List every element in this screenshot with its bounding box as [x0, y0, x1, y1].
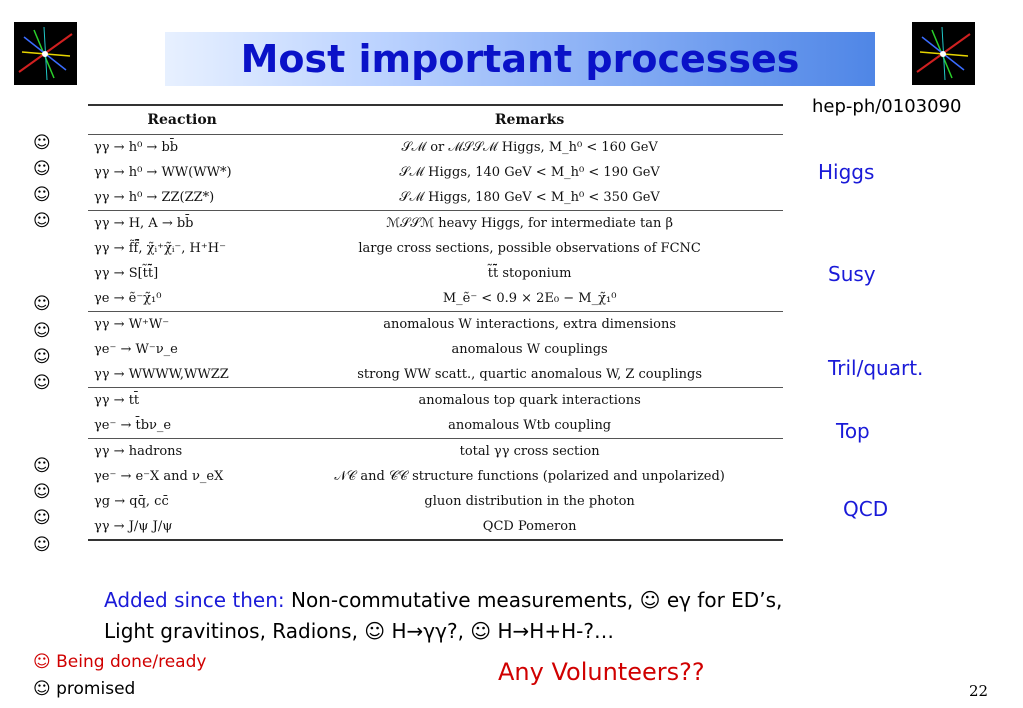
- category-qcd: QCD: [843, 497, 889, 521]
- smiley-icon: ☺: [33, 456, 51, 476]
- table-row: [88, 514, 783, 540]
- table-row: [88, 236, 783, 261]
- reaction-cell: γγ → W⁺W⁻: [88, 312, 276, 338]
- table-row: [88, 413, 783, 439]
- added-line2: Light gravitinos, Radions, ☺ H→γγ?, ☺ H→H+H-?…: [104, 619, 614, 643]
- smiley-icon: ☺: [33, 133, 51, 153]
- reaction-cell: γe⁻ → W⁻ν_e: [94, 342, 178, 357]
- table-row: [88, 211, 783, 237]
- added-lead: Added since then:: [104, 588, 285, 612]
- table-row: [88, 439, 783, 465]
- reaction-cell: γe⁻ → t̄bν_e: [94, 418, 172, 433]
- table-row: [88, 185, 783, 211]
- smiley-icon: ☺: [33, 373, 51, 393]
- table-row: [88, 362, 783, 388]
- event-display-logo-left: [14, 22, 77, 85]
- table-row: [88, 312, 783, 338]
- added-since-then: [104, 585, 984, 647]
- remark-cell: ℳ𝒮𝒮ℳ heavy Higgs, for intermediate tan β: [276, 211, 783, 237]
- header-remarks: Remarks: [494, 112, 565, 128]
- remark-cell: gluon distribution in the photon: [424, 494, 635, 509]
- remark-cell: M_ẽ⁻ < 0.9 × 2E₀ − M_χ̃₁⁰: [442, 291, 617, 306]
- header-reaction: Reaction: [147, 112, 217, 128]
- category-higgs: Higgs: [818, 160, 875, 184]
- smiley-icon: ☺: [33, 321, 51, 341]
- table-header-row: [88, 105, 783, 135]
- remark-cell: 𝒮ℳ Higgs, 140 GeV < M_h⁰ < 190 GeV: [399, 165, 660, 180]
- smiley-icon: ☺: [33, 185, 51, 205]
- smiley-icon: ☺: [33, 347, 51, 367]
- category-tril-quart: Tril/quart.: [828, 356, 924, 380]
- category-top: Top: [836, 419, 870, 443]
- remark-cell: anomalous Wtb coupling: [448, 418, 612, 433]
- event-display-logo-right: [912, 22, 975, 85]
- remark-cell: 𝒩𝒞 and 𝒞𝒞 structure functions (polarized and unpolarized): [334, 469, 725, 484]
- volunteers-callout: Any Volunteers??: [498, 658, 705, 686]
- table-row: [88, 388, 783, 414]
- remark-cell: t̃t̃̄ stoponium: [487, 266, 572, 281]
- slide-title: Most important processes: [240, 37, 800, 81]
- reaction-cell: γγ → WWWW,WWZZ: [94, 367, 229, 382]
- table-row: [88, 261, 783, 286]
- remark-cell: 𝒮ℳ Higgs, 180 GeV < M_h⁰ < 350 GeV: [399, 190, 660, 205]
- reaction-cell: γγ → h⁰ → WW(WW*): [94, 165, 232, 180]
- smiley-icon: ☺: [33, 159, 51, 179]
- table-row: [88, 160, 783, 185]
- table-row: [88, 464, 783, 489]
- remark-cell: large cross sections, possible observations of FCNC: [358, 241, 701, 256]
- table-row: [88, 489, 783, 514]
- reaction-cell: γγ → J/ψ J/ψ: [94, 519, 173, 534]
- legend-done: ☺ Being done/ready: [33, 652, 207, 672]
- reaction-cell: γγ → S[t̃t̃̄]: [94, 266, 159, 281]
- smiley-icon: ☺: [33, 508, 51, 528]
- reaction-cell: γe → ẽ⁻χ̃₁⁰: [94, 291, 162, 306]
- added-line1: Non-commutative measurements, ☺ eγ for ED’s,: [284, 588, 783, 612]
- reaction-cell: γγ → H, A → bb̄: [88, 211, 276, 237]
- remark-cell: anomalous W interactions, extra dimensions: [276, 312, 783, 338]
- category-susy: Susy: [828, 262, 876, 286]
- table-row: [88, 337, 783, 362]
- reaction-cell: γg → qq̄, cc̄: [94, 494, 169, 509]
- reaction-cell: γγ → h⁰ → ZZ(ZZ*): [94, 190, 215, 205]
- reaction-cell: γγ → f̃f̃̄, χ̃ᵢ⁺χ̃ᵢ⁻, H⁺H⁻: [94, 241, 226, 256]
- remark-cell: anomalous W couplings: [451, 342, 608, 357]
- reference-citation: hep-ph/0103090: [812, 96, 962, 117]
- reaction-cell: γγ → tt̄: [88, 388, 276, 414]
- remark-cell: total γγ cross section: [276, 439, 783, 465]
- reaction-cell: γγ → hadrons: [88, 439, 276, 465]
- smiley-icon: ☺: [33, 482, 51, 502]
- reaction-cell: γe⁻ → e⁻X and ν_eX: [94, 469, 224, 484]
- remark-cell: strong WW scatt., quartic anomalous W, Z couplings: [357, 367, 703, 382]
- page-number: 22: [969, 682, 989, 700]
- reaction-cell: γγ → h⁰ → bb̄: [88, 135, 276, 161]
- table-row: [88, 286, 783, 312]
- process-table: [88, 104, 783, 541]
- smiley-icon: ☺: [33, 535, 51, 555]
- remark-cell: 𝒮ℳ or ℳ𝒮𝒮ℳ Higgs, M_h⁰ < 160 GeV: [276, 135, 783, 161]
- remark-cell: anomalous top quark interactions: [276, 388, 783, 414]
- smiley-icon: ☺: [33, 211, 51, 231]
- table-row: [88, 135, 783, 161]
- smiley-icon: ☺: [33, 294, 51, 314]
- remark-cell: QCD Pomeron: [482, 519, 577, 534]
- legend-promised: ☺ promised: [33, 679, 136, 699]
